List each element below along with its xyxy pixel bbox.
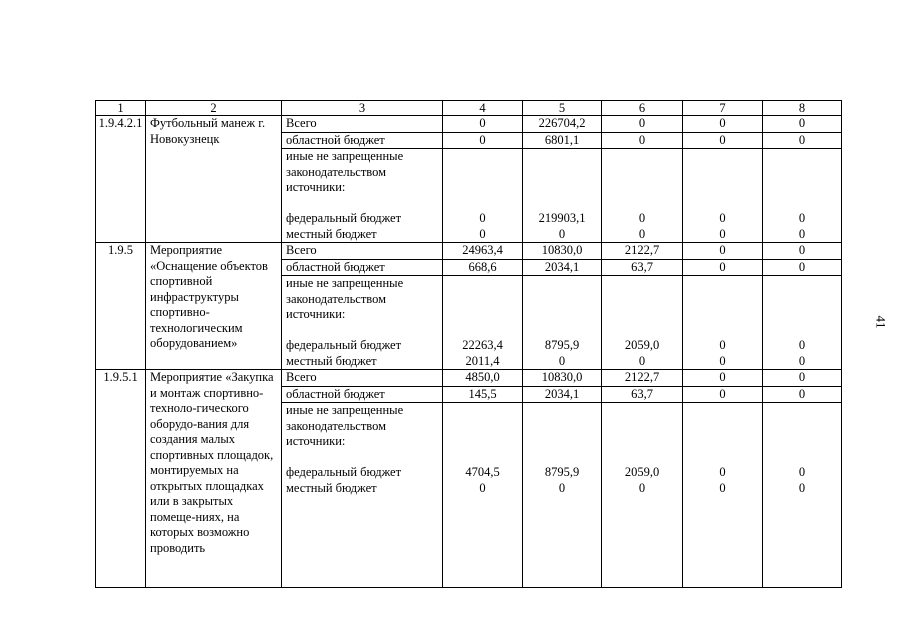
spacer: [685, 276, 760, 292]
value-cell: 0: [638, 211, 646, 225]
value-cell: 0: [719, 465, 726, 479]
spacer: [765, 149, 839, 165]
header-cell: 8: [763, 101, 842, 116]
value-cell: 0: [719, 353, 726, 368]
spacer: [286, 450, 438, 466]
value-cell: 0: [638, 480, 646, 495]
value-group: [602, 149, 683, 243]
value-cell: 0: [479, 226, 486, 241]
source-label: областной бюджет: [282, 259, 443, 276]
value-cell: 2122,7: [602, 370, 683, 387]
spacer: [525, 450, 599, 466]
spacer: [445, 323, 520, 339]
spacer: [525, 196, 599, 212]
spacer: [685, 180, 760, 196]
value-cell: 0: [798, 353, 806, 368]
source-label: иные не запрещенные: [286, 276, 404, 290]
value-cell: 2059,0: [624, 338, 660, 352]
spacer: [525, 323, 599, 339]
table-row: [96, 116, 842, 133]
spacer: [685, 307, 760, 323]
header-cell: 6: [602, 101, 683, 116]
value-cell: 6801,1: [523, 132, 602, 149]
value-group: [523, 276, 602, 370]
spacer: [604, 292, 680, 308]
source-label: законодательством: [286, 164, 387, 179]
value-cell: 0: [638, 353, 646, 368]
header-cell: 1: [96, 101, 146, 116]
value-cell: 0: [683, 132, 763, 149]
value-cell: 668,6: [443, 259, 523, 276]
source-label: областной бюджет: [282, 132, 443, 149]
value-cell: 4850,0: [443, 370, 523, 387]
spacer: [445, 292, 520, 308]
value-group: [443, 276, 523, 370]
spacer: [445, 276, 520, 292]
value-group: [763, 403, 842, 588]
spacer: [685, 292, 760, 308]
header-cell: 3: [282, 101, 443, 116]
value-cell: 0: [558, 480, 566, 495]
spacer: [525, 180, 599, 196]
value-cell: 0: [763, 243, 842, 260]
spacer: [765, 196, 839, 212]
value-group: [763, 276, 842, 370]
budget-table: [95, 100, 842, 588]
value-cell: 0: [798, 211, 806, 225]
spacer: [525, 165, 599, 181]
spacer: [685, 196, 760, 212]
value-cell: 2122,7: [602, 243, 683, 260]
source-label: федеральный бюджет: [286, 465, 402, 479]
spacer: [604, 323, 680, 339]
spacer: [445, 149, 520, 165]
value-cell: 8795,9: [544, 465, 580, 479]
value-cell: 0: [798, 338, 806, 352]
spacer: [765, 307, 839, 323]
spacer: [604, 434, 680, 450]
spacer: [604, 419, 680, 435]
value-cell: 63,7: [602, 386, 683, 403]
spacer: [286, 323, 438, 339]
value-cell: 0: [683, 116, 763, 133]
spacer: [685, 403, 760, 419]
value-cell: 0: [719, 226, 726, 241]
value-cell: 0: [683, 243, 763, 260]
source-label: областной бюджет: [282, 386, 443, 403]
spacer: [765, 180, 839, 196]
value-group: [683, 403, 763, 588]
spacer: [445, 196, 520, 212]
value-group: [683, 149, 763, 243]
spacer: [604, 180, 680, 196]
source-group: [282, 403, 443, 588]
spacer: [685, 323, 760, 339]
spacer: [765, 165, 839, 181]
item-name: Мероприятие «Закупка и монтаж спортивно-техноло-гического оборудо-вания для создания малых спортивных площадок, монтируемых на открытых площадках или в закрытых помеще-ниях, на которых возможно проводить: [146, 370, 282, 588]
value-cell: 0: [638, 226, 646, 241]
source-label: местный бюджет: [286, 353, 377, 368]
value-group: [523, 149, 602, 243]
spacer: [525, 434, 599, 450]
spacer: [604, 307, 680, 323]
source-label: иные не запрещенные: [286, 403, 404, 417]
spacer: [525, 276, 599, 292]
spacer: [604, 149, 680, 165]
value-cell: 0: [719, 480, 726, 495]
spacer: [286, 196, 438, 212]
value-cell: 2011,4: [465, 353, 500, 368]
spacer: [445, 419, 520, 435]
spacer: [685, 149, 760, 165]
source-label: законодательством: [286, 291, 387, 306]
spacer: [445, 450, 520, 466]
source-label: местный бюджет: [286, 226, 377, 241]
value-cell: 0: [443, 132, 523, 149]
value-group: [683, 276, 763, 370]
value-cell: 0: [798, 226, 806, 241]
source-label: законодательством: [286, 418, 387, 433]
value-group: [602, 276, 683, 370]
item-code: 1.9.4.2.1: [96, 116, 146, 243]
header-cell: 4: [443, 101, 523, 116]
value-cell: 4704,5: [465, 465, 500, 479]
spacer: [604, 450, 680, 466]
table-row: [96, 370, 842, 387]
source-label: федеральный бюджет: [286, 211, 402, 225]
spacer: [445, 180, 520, 196]
item-code: 1.9.5: [96, 243, 146, 370]
value-cell: 63,7: [602, 259, 683, 276]
value-cell: 0: [558, 226, 566, 241]
value-group: [523, 403, 602, 588]
spacer: [765, 276, 839, 292]
value-cell: 0: [763, 370, 842, 387]
source-label: источники:: [286, 434, 346, 448]
spacer: [685, 165, 760, 181]
header-cell: 2: [146, 101, 282, 116]
value-cell: 219903,1: [538, 211, 586, 225]
spacer: [685, 450, 760, 466]
source-label: Всего: [282, 243, 443, 260]
spacer: [525, 419, 599, 435]
spacer: [525, 149, 599, 165]
spacer: [685, 434, 760, 450]
value-cell: 0: [798, 480, 806, 495]
value-cell: 145,5: [443, 386, 523, 403]
spacer: [525, 307, 599, 323]
value-cell: 0: [443, 116, 523, 133]
spacer: [445, 434, 520, 450]
value-cell: 2034,1: [523, 386, 602, 403]
page-number: 41: [873, 315, 889, 329]
value-cell: 0: [683, 259, 763, 276]
value-cell: 226704,2: [523, 116, 602, 133]
value-group: [443, 149, 523, 243]
value-cell: 0: [763, 132, 842, 149]
spacer: [765, 450, 839, 466]
value-cell: 2034,1: [523, 259, 602, 276]
source-group: [282, 149, 443, 243]
spacer: [445, 307, 520, 323]
source-label: Всего: [282, 370, 443, 387]
value-group: [763, 149, 842, 243]
spacer: [604, 196, 680, 212]
value-cell: 0: [683, 370, 763, 387]
header-cell: 5: [523, 101, 602, 116]
spacer: [765, 419, 839, 435]
spacer: [765, 292, 839, 308]
value-group: [443, 403, 523, 588]
spacer: [525, 403, 599, 419]
table-row: [96, 243, 842, 260]
item-code: 1.9.5.1: [96, 370, 146, 588]
source-label: Всего: [282, 116, 443, 133]
header-cell: 7: [683, 101, 763, 116]
value-cell: 0: [763, 116, 842, 133]
header-row: [96, 101, 842, 116]
value-cell: 10830,0: [523, 370, 602, 387]
value-cell: 24963,4: [443, 243, 523, 260]
value-cell: 0: [479, 211, 486, 225]
spacer: [445, 403, 520, 419]
source-label: федеральный бюджет: [286, 338, 402, 352]
value-cell: 0: [763, 386, 842, 403]
source-group: [282, 276, 443, 370]
spacer: [525, 292, 599, 308]
value-cell: 10830,0: [523, 243, 602, 260]
spacer: [604, 165, 680, 181]
spacer: [445, 165, 520, 181]
value-cell: 0: [479, 480, 486, 495]
value-cell: 0: [763, 259, 842, 276]
spacer: [604, 276, 680, 292]
value-cell: 0: [602, 116, 683, 133]
spacer: [765, 434, 839, 450]
source-label: иные не запрещенные: [286, 149, 404, 163]
value-cell: 0: [602, 132, 683, 149]
source-label: источники:: [286, 307, 346, 321]
spacer: [765, 323, 839, 339]
value-cell: 0: [719, 338, 726, 352]
value-group: [602, 403, 683, 588]
value-cell: 0: [558, 353, 566, 368]
spacer: [765, 403, 839, 419]
source-label: местный бюджет: [286, 480, 377, 495]
spacer: [685, 419, 760, 435]
value-cell: 2059,0: [624, 465, 660, 479]
item-name: Футбольный манеж г. Новокузнецк: [146, 116, 282, 243]
value-cell: 0: [719, 211, 726, 225]
value-cell: 22263,4: [462, 338, 503, 352]
value-cell: 0: [798, 465, 806, 479]
item-name: Мероприятие «Оснащение объектов спортивной инфраструктуры спортивно-технологическим оборудованием»: [146, 243, 282, 370]
source-label: источники:: [286, 180, 346, 194]
value-cell: 0: [683, 386, 763, 403]
spacer: [604, 403, 680, 419]
value-cell: 8795,9: [544, 338, 580, 352]
